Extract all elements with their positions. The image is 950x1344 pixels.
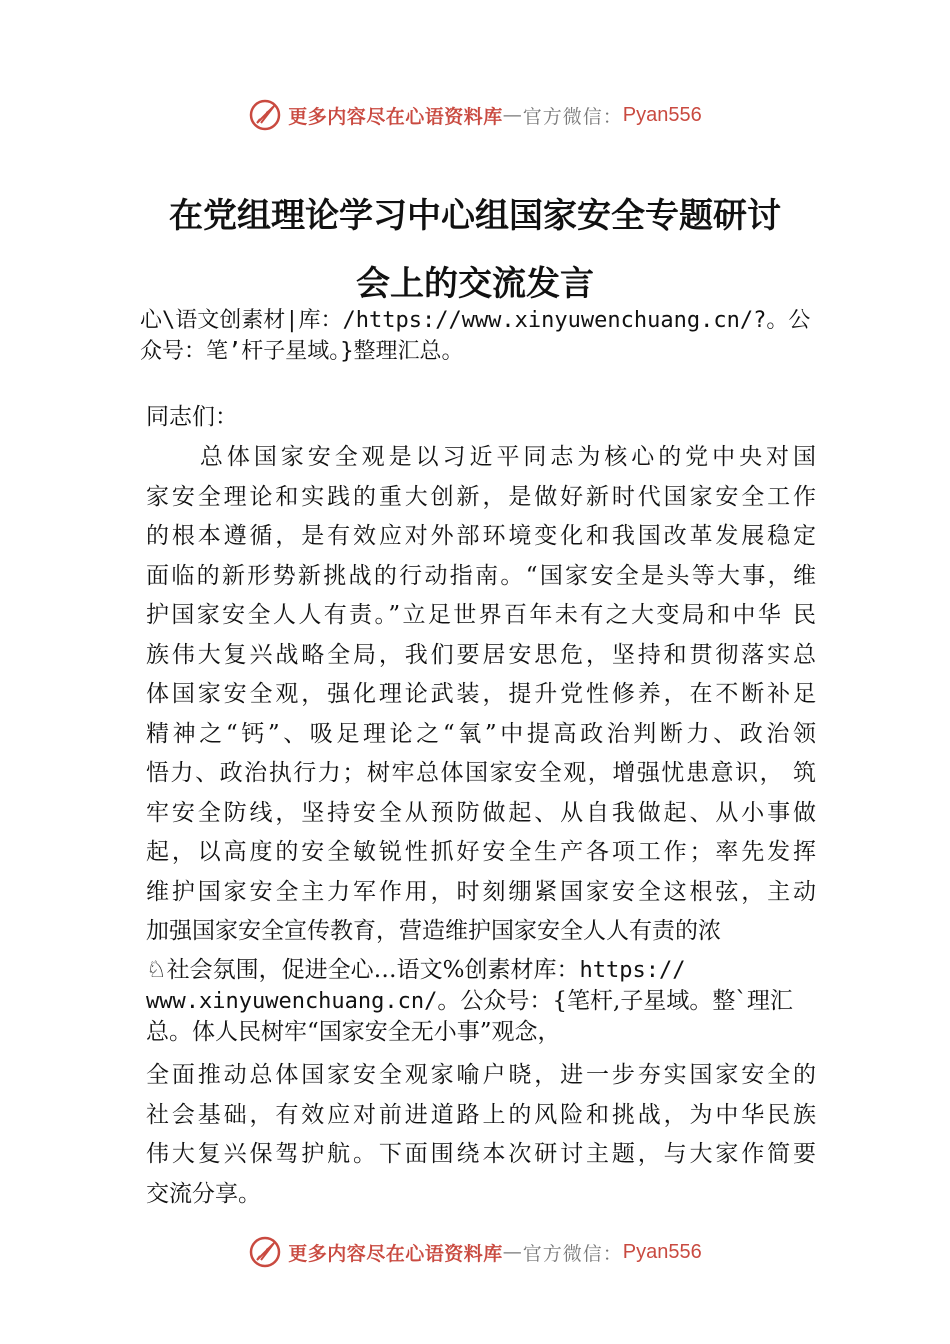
header-banner bbox=[0, 95, 950, 135]
paragraph-line: 社会基础，有效应对前进道路上的风险和挑战，为中华民族 bbox=[146, 1101, 816, 1128]
paragraph-line: 加强国家安全宣传教育，营造维护国家安全人人有责的浓 bbox=[146, 918, 721, 944]
quill-logo-icon bbox=[248, 98, 282, 132]
source-note-2-line-3: 总。体人民树牢“国家安全无小事”观念， bbox=[146, 1019, 561, 1045]
footer-banner bbox=[0, 1232, 950, 1272]
banner-site-text: 更多内容尽在心语资料库 bbox=[288, 105, 503, 128]
paragraph-line: 的根本遵循，是有效应对外部环境变化和我国改革发展稳定 bbox=[146, 523, 816, 549]
paragraph-line: 族伟大复兴战略全局，我们要居安思危，坚持和贯彻落实总 bbox=[146, 641, 816, 668]
quill-logo-icon bbox=[248, 1235, 282, 1269]
banner-dash: — bbox=[502, 1241, 523, 1263]
source-note-2-line-1 bbox=[146, 955, 836, 986]
paragraph-line: 维护国家安全主力军作用，时刻绷紧国家安全这根弦，主动 bbox=[146, 878, 816, 905]
paragraph-line: 体国家安全观，强化理论武装，提升党性修养，在不断补足 bbox=[146, 681, 816, 707]
paragraph-line: 护国家安全人人有责。”立足世界百年未有之大变局和中华 民 bbox=[146, 602, 816, 628]
source-note-2-url-a: https:// bbox=[579, 958, 686, 983]
banner-site-text: 更多内容尽在心语资料库 bbox=[288, 1242, 503, 1265]
paragraph-line: 交流分享。 bbox=[146, 1180, 261, 1207]
banner-dash: — bbox=[502, 104, 523, 126]
banner-wechat-label: 官方微信： bbox=[522, 105, 623, 128]
paragraph-2 bbox=[146, 1056, 816, 1214]
paragraph-line: 全面推动总体国家安全观家喻户晓，进一步夯实国家安全的 bbox=[146, 1062, 816, 1088]
document-title-line-2: 会上的交流发言 bbox=[356, 264, 594, 304]
banner-wechat-label: 官方微信： bbox=[522, 1242, 623, 1265]
source-note-2-text-a: ♘社会氛围，促进全心…语文%创素材库： bbox=[146, 957, 580, 983]
source-note-1-line-2: 众号：笔’杆子星域。}整理汇总。 bbox=[140, 339, 464, 364]
paragraph-line: 悟力、政治执行力；树牢总体国家安全观，增强忧患意识， 筑 bbox=[146, 760, 816, 786]
source-note-2-url-b: www.xinyuwenchuang.cn/ bbox=[146, 989, 438, 1014]
paragraph-line: 面临的新形势新挑战的行动指南。“国家安全是头等大事，维 bbox=[146, 562, 816, 589]
source-note-2 bbox=[146, 955, 836, 1048]
greeting: 同志们： bbox=[146, 404, 238, 430]
banner-wechat-id: Pyan556 bbox=[622, 1240, 702, 1263]
paragraph-line: 伟大复兴保驾护航。下面围绕本次研讨主题，与大家作简要 bbox=[146, 1141, 816, 1167]
paragraph-line: 起，以高度的安全敏锐性抓好安全生产各项工作；率先发挥 bbox=[146, 839, 816, 865]
paragraph-line: 牢安全防线，坚持安全从预防做起、从自我做起、从小事做 bbox=[146, 799, 816, 826]
source-note-2-line-2 bbox=[146, 986, 836, 1017]
paragraph-line: 总体国家安全观是以习近平同志为核心的党中央对国 bbox=[146, 444, 816, 470]
paragraph-line: 家安全理论和实践的重大创新，是做好新时代国家安全工作 bbox=[146, 483, 816, 510]
source-note-1 bbox=[140, 305, 840, 367]
paragraph-line: 精神之“钙”、吸足理论之“氧”中提高政治判断力、政治领 bbox=[146, 720, 816, 747]
source-note-1-line-1: 心\语文创素材|库：/https://www.xinyuwenchuang.cn/?。公 bbox=[140, 308, 811, 333]
document-title-line-1: 在党组理论学习中心组国家安全专题研讨 bbox=[169, 196, 781, 236]
banner-wechat-id: Pyan556 bbox=[622, 103, 702, 126]
source-note-2-text-b: 。公众号：{笔杆,子星域。整`理汇 bbox=[437, 988, 793, 1014]
paragraph-1 bbox=[146, 438, 816, 952]
